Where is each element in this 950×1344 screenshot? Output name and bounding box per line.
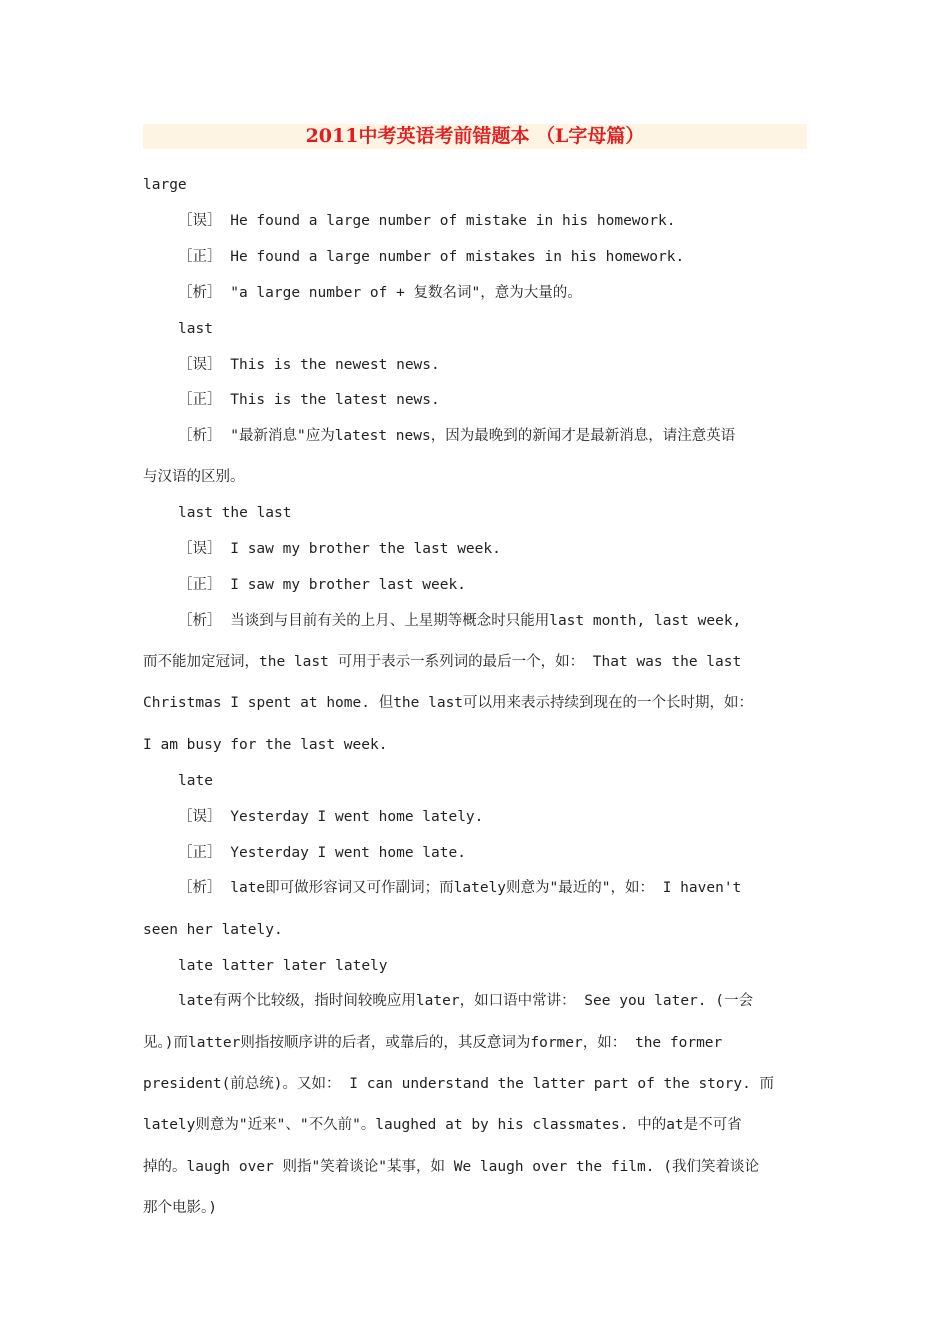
- correct-example: ［正］ This is the latest news.: [178, 392, 440, 408]
- headword-large: large: [143, 177, 187, 193]
- headword-late: late: [178, 773, 213, 789]
- analysis-text-cont: seen her lately.: [143, 922, 283, 938]
- analysis-text-cont: Christmas I spent at home. 但the last可以用来表示持续到现在的一个长时期，如：: [143, 695, 754, 711]
- paragraph-text: president(前总统)。又如： I can understand the latter part of the story. 而: [143, 1076, 775, 1092]
- correct-example: ［正］ He found a large number of mistakes in his homework.: [178, 249, 685, 265]
- paragraph-text: 见。)而latter则指按顺序讲的后者，或靠后的，其反意词为former，如： the former: [143, 1035, 723, 1051]
- analysis-text-cont: 而不能加定冠词，the last 可用于表示一系列词的最后一个，如： That was the last: [143, 654, 742, 670]
- wrong-example: ［误］ Yesterday I went home lately.: [178, 809, 484, 825]
- paragraph-text: lately则意为"近来"、"不久前"。laughed at by his classmates. 中的at是不可省: [143, 1117, 742, 1133]
- paragraph-text: 掉的。laugh over 则指"笑着谈论"某事，如 We laugh over the film. (我们笑着谈论: [143, 1159, 759, 1175]
- analysis-text: ［析］ "最新消息"应为latest news，因为最晚到的新闻才是最新消息，请注意英语: [178, 428, 736, 444]
- wrong-example: ［误］ This is the newest news.: [178, 357, 440, 373]
- paragraph-text: 那个电影。): [143, 1200, 217, 1216]
- wrong-example: ［误］ He found a large number of mistake in his homework.: [178, 213, 676, 229]
- paragraph-text: late有两个比较级，指时间较晚应用later，如口语中常讲： See you later. (一会: [178, 993, 753, 1009]
- correct-example: ［正］ Yesterday I went home late.: [178, 845, 466, 861]
- wrong-example: ［误］ I saw my brother the last week.: [178, 541, 501, 557]
- analysis-text-cont: 与汉语的区别。: [143, 469, 245, 485]
- headword-last: last: [178, 321, 213, 337]
- headword-late-latter: late latter later lately: [178, 958, 388, 974]
- document-title: 2011中考英语考前错题本 （L字母篇）: [305, 125, 645, 147]
- headword-last-the-last: last the last: [178, 505, 292, 521]
- analysis-text: ［析］ late即可做形容词又可作副词；而lately则意为"最近的"，如： I haven't: [178, 880, 742, 896]
- analysis-text: ［析］ 当谈到与目前有关的上月、上星期等概念时只能用last month, last week,: [178, 613, 742, 629]
- analysis-text-cont: I am busy for the last week.: [143, 737, 388, 753]
- correct-example: ［正］ I saw my brother last week.: [178, 577, 466, 593]
- analysis-text: ［析］ "a large number of + 复数名词"，意为大量的。: [178, 285, 582, 301]
